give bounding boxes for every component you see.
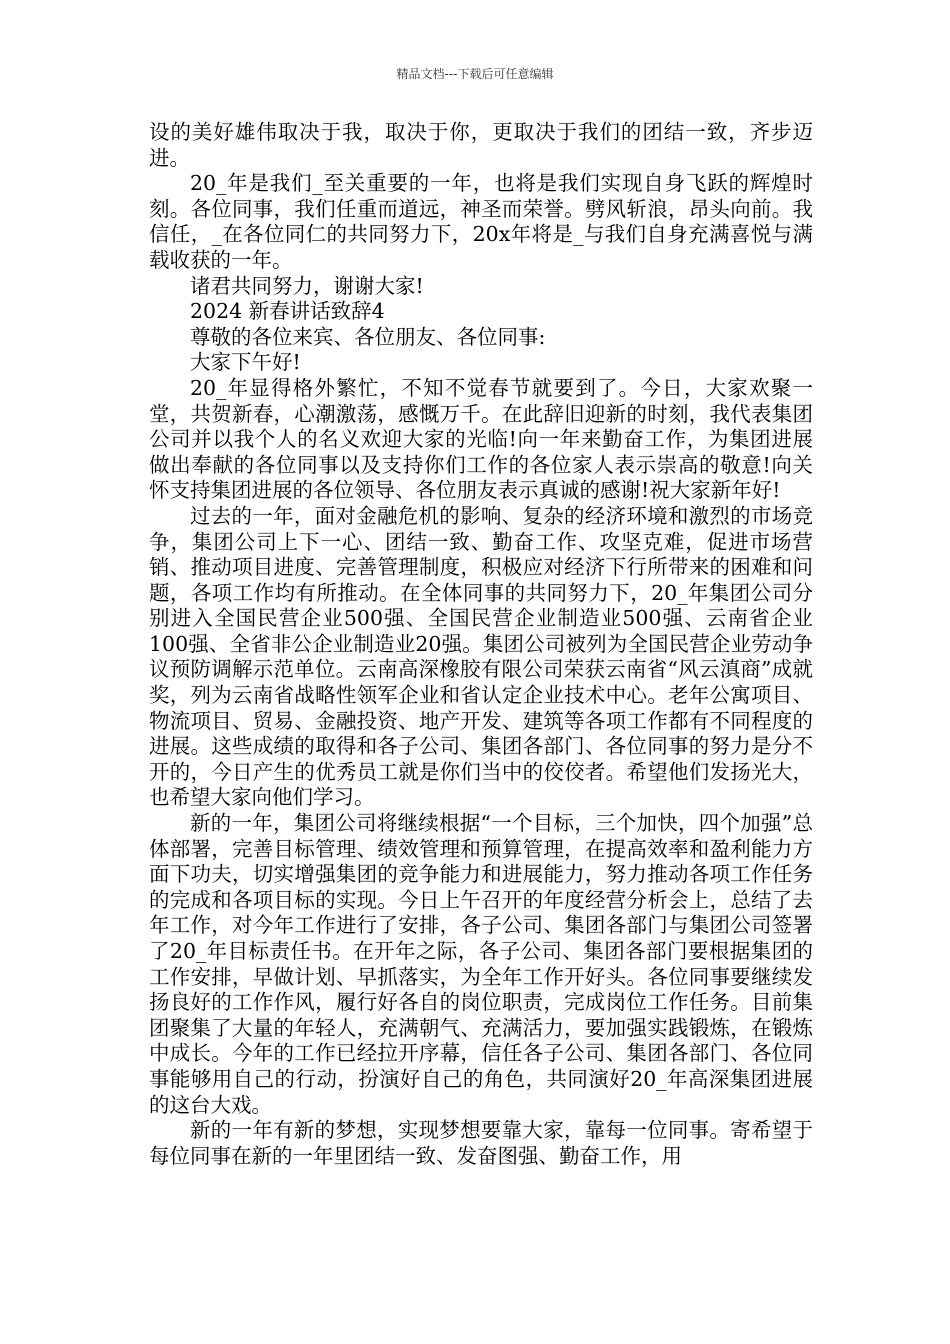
paragraph: 过去的一年，面对金融危机的影响、复杂的经济环境和激烈的市场竞争，集团公司上下一心、团结一致、勤奋工作、攻坚克难，促进市场营销、推动项目进度、完善管理制度，积极应对经济下行所带来的困难和问题，各项工作均有所推动。在全体同事的共同努力下，20_年集团公司分别进入全国民营企业500强、全国民营企业制造业500强、云南省企业100强、全省非公企业制造业20强。集团公司被列为全国民营企业劳动争议预防调解示范单位。云南高深橡胶有限公司荣获云南省“风云滇商”成就奖，列为云南省战略性领军企业和省认定企业技术中心。老年公寓项目、物流项目、贸易、金融投资、地产开发、建筑等各项工作都有不同程度的进展。这些成绩的取得和各子公司、集团各部门、各位同事的努力是分不开的，今日产生的优秀员工就是你们当中的佼佼者。希望他们发扬光大，也希望大家向他们学习。 [149, 503, 813, 810]
paragraph: 设的美好雄伟取决于我，取决于你，更取决于我们的团结一致，齐步迈进。 [149, 120, 813, 170]
greeting: 大家下午好! [190, 350, 301, 375]
page-header: 精品文档---下载后可任意编辑 [396, 67, 554, 81]
paragraph: 新的一年有新的梦想，实现梦想要靠大家，靠每一位同事。寄希望于每位同事在新的一年里团结一致、发奋图强、勤奋工作，用 [149, 1118, 813, 1168]
document-body [149, 120, 813, 1169]
paragraph: 20_年显得格外繁忙，不知不觉春节就要到了。今日，大家欢聚一堂，共贺新春，心潮激荡，感慨万千。在此辞旧迎新的时刻，我代表集团公司并以我个人的名义欢迎大家的光临!向一年来勤奋工作，为集团进展做出奉献的各位同事以及支持你们工作的各位家人表示崇高的敬意!向关怀支持集团进展的各位领导、各位朋友表示真诚的感谢!祝大家新年好! [149, 375, 813, 503]
paragraph: 新的一年，集团公司将继续根据“一个目标，三个加快，四个加强”总体部署，完善目标管理、绩效管理和预算管理，在提高效率和盈利能力方面下功夫，切实增强集团的竞争能力和进展能力，努力推动各项工作任务的完成和各项目标的实现。今日上午召开的年度经营分析会上，总结了去年工作，对今年工作进行了安排，各子公司、集团各部门与集团公司签署了20_年目标责任书。在开年之际，各子公司、集团各部门要根据集团的工作安排，早做计划、早抓落实，为全年工作开好头。各位同事要继续发扬良好的工作作风，履行好各自的岗位职责，完成岗位工作任务。目前集团聚集了大量的年轻人，充满朝气、充满活力，要加强实践锻炼，在锻炼中成长。今年的工作已经拉开序幕，信任各子公司、集团各部门、各位同事能够用自己的行动，扮演好自己的角色，共同演好20_年高深集团进展的这台大戏。 [149, 811, 813, 1117]
paragraph: 诸君共同努力，谢谢大家! [190, 273, 424, 298]
paragraph: 20_年是我们_至关重要的一年，也将是我们实现自身飞跃的辉煌时刻。各位同事，我们任重而道远，神圣而荣誉。劈风斩浪，昂头向前。我信任，_在各位同仁的共同努力下，20x年将是_与我们自身充满喜悦与满载收获的一年。 [149, 171, 813, 272]
section-heading: 2024 新春讲话致辞4 [190, 299, 385, 324]
salutation: 尊敬的各位来宾、各位朋友、各位同事: [190, 324, 546, 349]
